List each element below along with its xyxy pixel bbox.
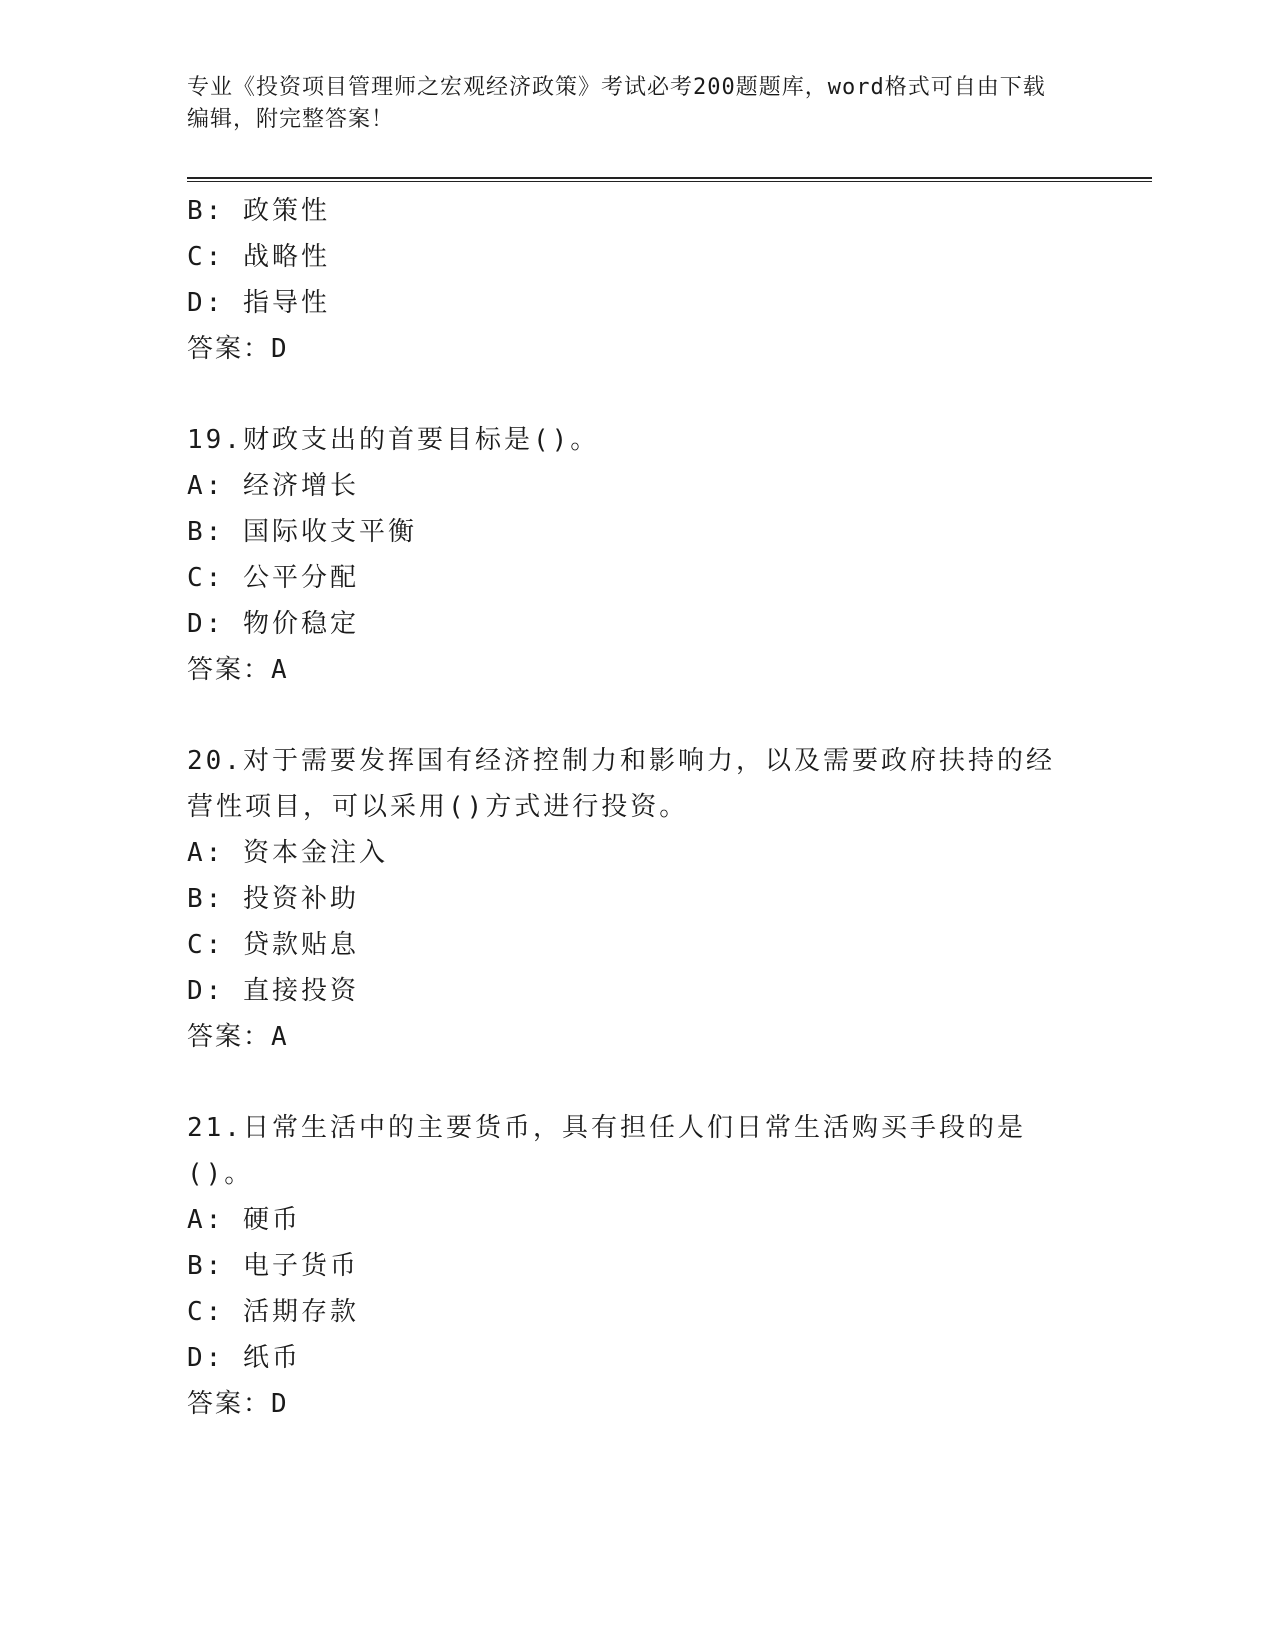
answer-line: 答案：D: [187, 1389, 289, 1419]
option-b: B: 投资补助: [187, 884, 359, 914]
option-c: C: 贷款贴息: [187, 930, 359, 960]
option-b: B: 电子货币: [187, 1251, 359, 1281]
header-rule-thick: [187, 177, 1152, 179]
option-c: C: 战略性: [187, 242, 330, 272]
question-text: 21.日常生活中的主要货币，具有担任人们日常生活购买手段的是()。: [187, 1113, 1026, 1189]
option-b: B: 政策性: [187, 196, 330, 226]
option-c: C: 公平分配: [187, 563, 359, 593]
question-block: [187, 417, 1087, 693]
document-header: 专业《投资项目管理师之宏观经济政策》考试必考200题题库，word格式可自由下载编辑，附完整答案！: [187, 75, 1046, 132]
option-d: D: 物价稳定: [187, 609, 359, 639]
question-list: [187, 188, 1087, 1427]
option-d: D: 纸币: [187, 1343, 301, 1373]
answer-line: 答案：A: [187, 655, 289, 685]
option-a: A: 经济增长: [187, 471, 359, 501]
question-text: 20.对于需要发挥国有经济控制力和影响力，以及需要政府扶持的经营性项目，可以采用()方式进行投资。: [187, 746, 1055, 822]
option-d: D: 直接投资: [187, 976, 359, 1006]
question-block: [187, 1105, 1087, 1427]
answer-line: 答案：D: [187, 334, 289, 364]
question-text: 19.财政支出的首要目标是()。: [187, 425, 600, 455]
question-block: [187, 188, 1087, 372]
option-c: C: 活期存款: [187, 1297, 359, 1327]
option-b: B: 国际收支平衡: [187, 517, 417, 547]
answer-line: 答案：A: [187, 1022, 289, 1052]
option-a: A: 硬币: [187, 1205, 301, 1235]
option-a: A: 资本金注入: [187, 838, 388, 868]
option-d: D: 指导性: [187, 288, 330, 318]
question-block: [187, 738, 1087, 1060]
header-rule-thin: [187, 181, 1152, 182]
